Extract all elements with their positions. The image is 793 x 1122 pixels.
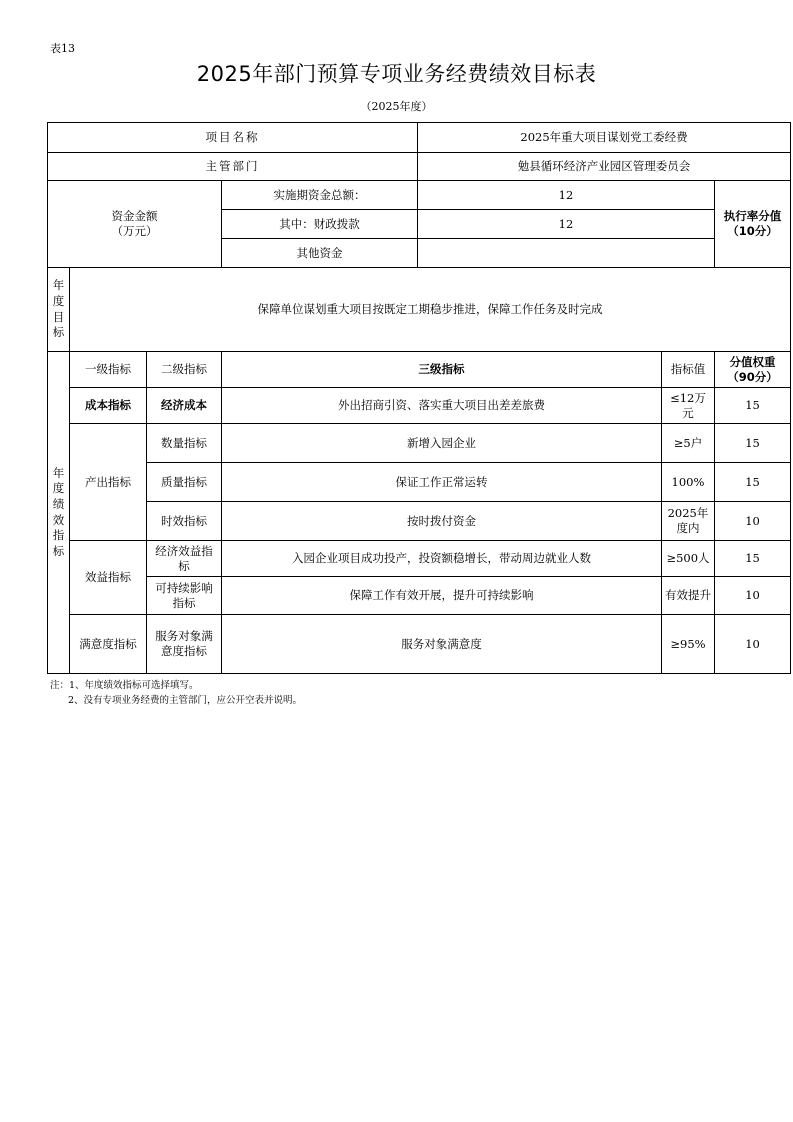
benefit-level1: 效益指标 [70, 541, 147, 615]
col-level3-header: 三级指标 [222, 352, 662, 388]
col-level1-header: 一级指标 [70, 352, 147, 388]
benefit-sustainable-row [48, 577, 791, 615]
cost-weight: 15 [715, 388, 791, 424]
output-weight: 10 [715, 502, 791, 541]
benefit-level3: 保障工作有效开展，提升可持续影响 [222, 577, 662, 615]
fiscal-fund-value: 12 [418, 210, 715, 239]
project-row [48, 123, 791, 153]
other-fund-label: 其他资金 [222, 239, 418, 268]
satisfaction-row [48, 615, 791, 674]
satisfaction-level3: 服务对象满意度 [222, 615, 662, 674]
total-fund-label: 实施期资金总额： [222, 181, 418, 210]
benefit-economic-row [48, 541, 791, 577]
footnote-2: 2、没有专项业务经费的主管部门，应公开空表并说明。 [68, 694, 303, 706]
output-level2: 质量指标 [147, 463, 222, 502]
indicator-header-row [48, 352, 791, 388]
col-weight-header: 分值权重 （90分） [715, 352, 791, 388]
output-level3: 保证工作正常运转 [222, 463, 662, 502]
output-quantity-row [48, 424, 791, 463]
output-weight: 15 [715, 424, 791, 463]
cost-level1: 成本指标 [70, 388, 147, 424]
fiscal-fund-label: 其中：财政拨款 [222, 210, 418, 239]
output-value: 100% [662, 463, 715, 502]
document-year: （2025年度） [360, 100, 433, 113]
output-level2: 数量指标 [147, 424, 222, 463]
dept-value: 勉县循环经济产业园区管理委员会 [418, 153, 791, 181]
benefit-value: 有效提升 [662, 577, 715, 615]
satisfaction-level2: 服务对象满意度指标 [147, 615, 222, 674]
total-fund-value: 12 [418, 181, 715, 210]
execution-rate-score: 执行率分值 （10分） [715, 181, 791, 268]
benefit-level3: 入园企业项目成功投产，投资额稳增长，带动周边就业人数 [222, 541, 662, 577]
annual-goal-label: 年度目标 [48, 268, 70, 352]
output-quality-row [48, 463, 791, 502]
cost-value: ≤12万元 [662, 388, 715, 424]
cost-level2: 经济成本 [147, 388, 222, 424]
benefit-value: ≥500人 [662, 541, 715, 577]
performance-table [47, 122, 791, 674]
goal-row [48, 268, 791, 352]
satisfaction-level1: 满意度指标 [70, 615, 147, 674]
project-name-label: 项目名称 [48, 123, 418, 153]
output-level2: 时效指标 [147, 502, 222, 541]
output-timeliness-row [48, 502, 791, 541]
document-title: 2025年部门预算专项业务经费绩效目标表 [196, 62, 597, 86]
output-level1: 产出指标 [70, 424, 147, 541]
footnote-1: 注：1、年度绩效指标可选择填写。 [50, 680, 199, 691]
satisfaction-value: ≥95% [662, 615, 715, 674]
output-level3: 新增入园企业 [222, 424, 662, 463]
annual-indicators-label: 年度绩效指标 [48, 352, 70, 674]
output-level3: 按时拨付资金 [222, 502, 662, 541]
dept-row [48, 153, 791, 181]
output-value: ≥5户 [662, 424, 715, 463]
fund-amount-label: 资金金额 （万元） [48, 181, 222, 268]
benefit-level2: 经济效益指标 [147, 541, 222, 577]
dept-label: 主管部门 [48, 153, 418, 181]
cost-level3: 外出招商引资、落实重大项目出差差旅费 [222, 388, 662, 424]
benefit-weight: 15 [715, 541, 791, 577]
benefit-level2: 可持续影响指标 [147, 577, 222, 615]
col-level2-header: 二级指标 [147, 352, 222, 388]
other-fund-value [418, 239, 715, 268]
benefit-weight: 10 [715, 577, 791, 615]
col-value-header: 指标值 [662, 352, 715, 388]
table-number: 表13 [50, 42, 75, 55]
fund-total-row [48, 181, 791, 210]
output-value: 2025年度内 [662, 502, 715, 541]
output-weight: 15 [715, 463, 791, 502]
satisfaction-weight: 10 [715, 615, 791, 674]
project-name-value: 2025年重大项目谋划党工委经费 [418, 123, 791, 153]
cost-indicator-row [48, 388, 791, 424]
annual-goal-text: 保障单位谋划重大项目按既定工期稳步推进，保障工作任务及时完成 [70, 268, 791, 352]
footnotes [50, 679, 302, 708]
